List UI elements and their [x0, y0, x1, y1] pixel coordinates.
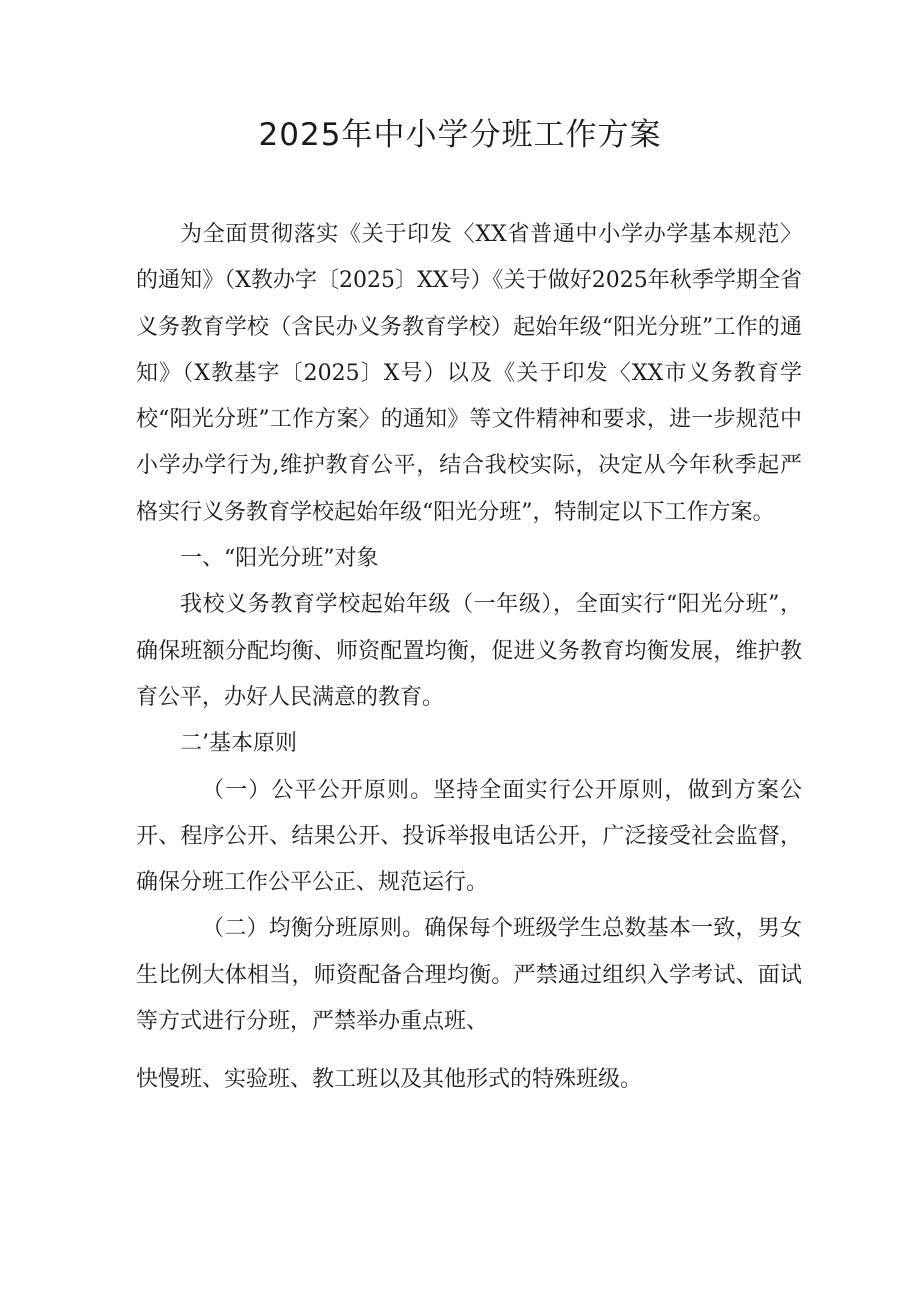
paragraph-principle-1: （一）公平公开原则。坚持全面实行公开原则，做到方案公开、程序公开、结果公开、投诉举报电话公开，广泛接受社会监督，确保分班工作公平公正、规范运行。: [136, 777, 802, 896]
document-title: 2025年中小学分班工作方案: [258, 117, 662, 153]
paragraph-intro: 为全面贯彻落实《关于印发〈XX省普通中小学办学基本规范〉的通知》（X教办字〔2025〕XX号）《关于做好2025年秋季学期全省义务教育学校（含民办义务教育学校）起始年级“阳光分班”工作的通知》（X教基字〔2025〕X号）以及《关于印发〈XX市义务教育学校“阳光分班”工作方案〉的通知》等文件精神和要求，进一步规范中小学办学行为,维护教育公平，结合我校实际，决定从今年秋季起严格实行义务教育学校起始年级“阳光分班”，特制定以下工作方案。: [136, 222, 802, 525]
paragraph-section-1: 我校义务教育学校起始年级（一年级），全面实行“阳光分班”，确保班额分配均衡、师资配置均衡，促进义务教育均衡发展，维护教育公平，办好人民满意的教育。: [136, 592, 802, 710]
paragraph-principle-2: （二）均衡分班原则。确保每个班级学生总数基本一致，男女生比例大体相当，师资配备合理均衡。严禁通过组织入学考试、面试等方式进行分班，严禁举办重点班、: [136, 916, 802, 1035]
paragraph-principle-2-continued: 快慢班、实验班、教工班以及其他形式的特殊班级。: [136, 1067, 643, 1093]
section-heading-2: 二’基本原则: [180, 731, 297, 757]
section-heading-1: 一、“阳光分班”对象: [180, 546, 379, 572]
document-body: [136, 212, 802, 1104]
